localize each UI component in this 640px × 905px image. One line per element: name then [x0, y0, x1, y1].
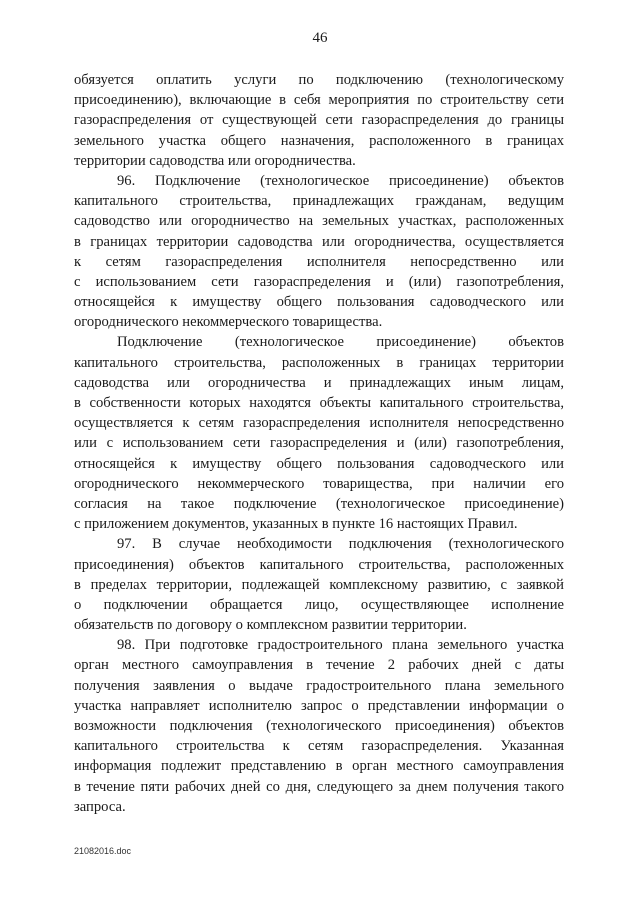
text-line: информация подлежит представлению в орган местного самоуправления	[74, 758, 564, 775]
text-line: с использованием сети газораспределения и (или) газопотребления,	[74, 273, 564, 290]
text-line: присоединению), включающие в себя мероприятия по строительству сети	[74, 92, 564, 109]
text-line: или с использованием сети газораспределения и (или) газопотребления,	[74, 435, 564, 452]
page-number: 46	[312, 30, 328, 46]
text-line: запроса.	[74, 798, 126, 815]
text-line: согласия на такое подключение (технологическое присоединение)	[74, 495, 564, 512]
text-line: капитального строительства к сетям газораспределения. Указанная	[74, 738, 564, 755]
text-line: огороднического некоммерческого товарищества, при наличии его	[74, 475, 564, 492]
text-line: с приложением документов, указанных в пункте 16 настоящих Правил.	[74, 516, 518, 533]
text-line: получения заявления о выдаче градостроительного плана земельного	[74, 677, 564, 694]
file-name-footer: 21082016.doc	[74, 846, 132, 856]
text-line: 98. При подготовке градостроительного плана земельного участка	[117, 637, 564, 654]
text-line: в собственности которых находятся объекты капитального строительства,	[74, 395, 564, 411]
text-line: осуществляется к сетям газораспределения исполнителя непосредственно	[74, 415, 564, 432]
text-line: относящейся к имуществу общего пользования садоводческого или	[74, 455, 564, 472]
text-line: Подключение (технологическое присоединение) объектов	[117, 334, 564, 351]
paragraph-95-continuation	[74, 70, 564, 171]
text-line: садоводства или огородничества и принадлежащих иным лицам,	[74, 374, 564, 391]
text-line: в пределах территории, подлежащей комплексному развитию, с заявкой	[74, 576, 564, 593]
text-line: участка направляет исполнителю запрос о представлении информации о	[74, 697, 564, 714]
text-line: в течение пяти рабочих дней со дня, следующего за днем получения такого	[74, 778, 564, 795]
text-line: обязуется оплатить услуги по подключению (технологическому	[74, 72, 564, 88]
text-line: присоединения) объектов капитального строительства, расположенных	[74, 556, 564, 573]
text-line: земельного участка общего назначения, расположенного в границах	[74, 132, 564, 149]
text-line: возможности подключения (технологического присоединения) объектов	[74, 718, 564, 734]
text-line: относящейся к имуществу общего пользования садоводческого или	[74, 294, 564, 311]
text-line: капитального строительства, расположенных в границах территории	[74, 354, 564, 371]
text-line: к сетям газораспределения исполнителя непосредственно или	[74, 253, 564, 270]
text-line: 96. Подключение (технологическое присоединение) объектов	[117, 172, 564, 189]
text-line: орган местного самоуправления в течение 2 рабочих дней с даты	[74, 657, 564, 674]
paragraph-97	[74, 534, 564, 635]
text-line: обязательств по договору о комплексном развитии территории.	[74, 617, 467, 634]
paragraph-96-part-2	[74, 332, 564, 534]
paragraph-98	[74, 635, 564, 817]
text-line: 97. В случае необходимости подключения (технологического	[117, 536, 564, 553]
text-line: огороднического некоммерческого товарищества.	[74, 314, 383, 331]
paragraph-96	[74, 171, 564, 333]
text-line: в границах территории садоводства или огородничества, осуществляется	[74, 233, 564, 250]
text-line: капитального строительства, принадлежащих гражданам, ведущим	[74, 193, 564, 210]
text-line: газораспределения от существующей сети газораспределения до границы	[74, 112, 564, 129]
document-body	[74, 70, 564, 817]
text-line: садоводство или огородничество на земельных участках, расположенных	[74, 213, 564, 230]
text-line: территории садоводства или огородничества.	[74, 152, 356, 169]
text-line: о подключении обращается лицо, осуществляющее исполнение	[74, 596, 564, 613]
